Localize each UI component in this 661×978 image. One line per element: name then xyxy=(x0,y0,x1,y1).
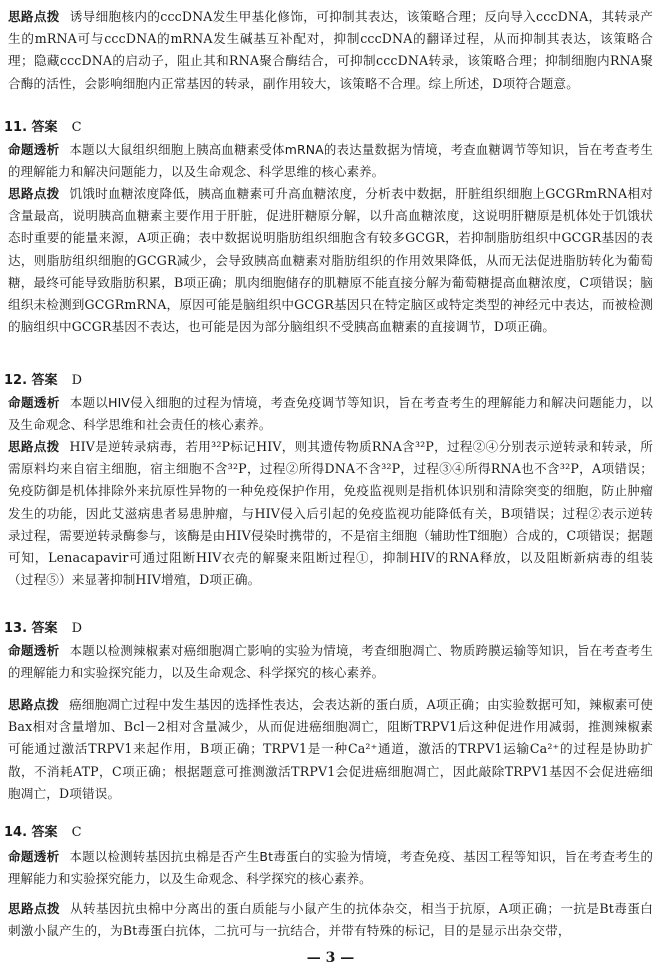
q13-mingti-paragraph xyxy=(8,640,653,684)
q13-answer-letter: D xyxy=(71,621,82,636)
q11-answer-letter: C xyxy=(71,120,82,135)
mingti-label: 命题透析 xyxy=(8,142,60,157)
silu-label: 思路点拨 xyxy=(8,186,60,201)
q14-answer-label: 14. 答案 xyxy=(4,825,58,840)
q12-mingti-text: 本题以HIV侵入细胞的过程为情境，考查免疫调节等知识，旨在考查考生的理解能力和解决问题能力，以及生命观念、科学思维和社会责任的核心素养。 xyxy=(8,395,653,433)
q14-silu-paragraph xyxy=(8,898,653,942)
silu-label: 思路点拨 xyxy=(8,697,60,712)
q14-answer-line xyxy=(4,822,82,844)
q13-silu-text: 癌细胞凋亡过程中发生基因的选择性表达，会表达新的蛋白质，A项正确；由实验数据可知，辣椒素可使Bax相对含量增加、Bcl－2相对含量减少，从而促进癌细胞凋亡，阻断TRPV1后这种促进作用减弱，推测辣椒素可能通过激活TRPV1来起作用，B项正确；TRPV1是一种Ca²⁺通道，激活的TRPV1运输Ca²⁺的过程是协助扩散，不消耗ATP，C项正确；根据题意可推测激活TRPV1会促进癌细胞凋亡，因此敲除TRPV1基因不会促进癌细胞凋亡，D项错误。 xyxy=(8,697,653,801)
q11-mingti-paragraph xyxy=(8,139,653,183)
q10-silu-paragraph xyxy=(8,6,653,95)
q12-mingti-paragraph xyxy=(8,392,653,436)
silu-label: 思路点拨 xyxy=(8,9,60,24)
q11-silu-paragraph xyxy=(8,183,653,338)
q11-mingti-text: 本题以大鼠组织细胞上胰高血糖素受体mRNA的表达量数据为情境，考查血糖调节等知识，旨在考查考生的理解能力和解决问题能力，以及生命观念、科学思维的核心素养。 xyxy=(8,142,653,180)
q14-answer-letter: C xyxy=(71,825,82,840)
q11-silu-text: 饥饿时血糖浓度降低，胰高血糖素可升高血糖浓度，分析表中数据，肝脏组织细胞上GCGRmRNA相对含量最高，说明胰高血糖素主要作用于肝脏，促进肝糖原分解，以升高血糖浓度，这说明肝糖原是机体处于饥饿状态时重要的能量来源，A项正确；表中数据说明脂肪组织细胞含有较多GCGR，若抑制脂肪组织中GCGR基因的表达，则脂肪组织细胞的GCGR减少，会导致胰高血糖素对脂肪组织的作用效果降低，从而无法促进脂肪转化为葡萄糖，最终可能导致脂肪积累，B项正确；肌肉细胞储存的肌糖原不能直接分解为葡萄糖提高血糖浓度，C项错误；脑组织未检测到GCGRmRNA，原因可能是脑组织中GCGR基因只在特定脑区或特定类型的神经元中表达，而被检测的脑组织中GCGR基因不表达，也可能是因为部分脑组织不受胰高血糖素的直接调节，D项正确。 xyxy=(8,186,653,335)
mingti-label: 命题透析 xyxy=(8,395,60,410)
q11-answer-label: 11. 答案 xyxy=(4,120,58,135)
q13-mingti-text: 本题以检测辣椒素对癌细胞凋亡影响的实验为情境，考查细胞凋亡、物质跨膜运输等知识，旨在考查考生的理解能力和实验探究能力，以及生命观念、科学探究的核心素养。 xyxy=(8,643,653,681)
q11-answer-line xyxy=(4,117,82,139)
page-number: — 3 — xyxy=(306,950,355,966)
silu-label: 思路点拨 xyxy=(8,439,60,454)
q14-mingti-text: 本题以检测转基因抗虫棉是否产生Bt毒蛋白的实验为情境，考查免疫、基因工程等知识，旨在考查考生的理解能力和实验探究能力，以及生命观念、科学探究的核心素养。 xyxy=(8,849,653,887)
q12-answer-label: 12. 答案 xyxy=(4,373,58,388)
mingti-label: 命题透析 xyxy=(8,849,60,864)
q12-answer-letter: D xyxy=(71,373,82,388)
q14-silu-text: 从转基因抗虫棉中分离出的蛋白质能与小鼠产生的抗体杂交，相当于抗原，A项正确；一抗是Bt毒蛋白刺激小鼠产生的，为Bt毒蛋白抗体，二抗可与一抗结合，并带有特殊的标记，目的是显示出杂交带， xyxy=(8,901,653,939)
q13-silu-paragraph xyxy=(8,694,653,805)
mingti-label: 命题透析 xyxy=(8,643,60,658)
q13-answer-line xyxy=(4,618,82,640)
q13-answer-label: 13. 答案 xyxy=(4,621,58,636)
silu-label: 思路点拨 xyxy=(8,901,60,916)
q12-silu-paragraph xyxy=(8,436,653,591)
q14-mingti-paragraph xyxy=(8,846,653,890)
q12-silu-text: HIV是逆转录病毒，若用³²P标记HIV，则其遗传物质RNA含³²P，过程②④分别表示逆转录和转录，所需原料均来自宿主细胞，宿主细胞不含³²P，过程②所得DNA不含³²P，过程③④所得RNA也不含³²P，A项错误；免疫防御是机体排除外来抗原性异物的一种免疫保护作用，免疫监视则是指机体识别和清除突变的细胞，防止肿瘤发生的功能，因此艾滋病患者易患肿瘤，与HIV侵入后引起的免疫监视功能降低有关，B项错误；过程②表示逆转录过程，需要逆转录酶参与，该酶是由HIV侵染时携带的，不是宿主细胞（辅助性T细胞）合成的，C项错误；据题可知，Lenacapavir可通过阻断HIV衣壳的解聚来阻断过程①，抑制HIV的RNA释放，以及阻断新病毒的组装（过程⑤）来显著抑制HIV增殖，D项正确。 xyxy=(8,439,653,588)
q10-silu-text: 诱导细胞核内的cccDNA发生甲基化修饰，可抑制其表达，该策略合理；反向导入cccDNA，其转录产生的mRNA可与cccDNA的mRNA发生碱基互补配对，抑制cccDNA的翻译过程，从而抑制其表达，该策略合理；隐藏cccDNA的启动子，阻止其和RNA聚合酶结合，可抑制cccDNA转录，该策略合理；抑制细胞内RNA聚合酶的活性，会影响细胞内正常基因的转录，副作用较大，该策略不合理。综上所述，D项符合题意。 xyxy=(8,9,653,91)
q12-answer-line xyxy=(4,370,82,392)
